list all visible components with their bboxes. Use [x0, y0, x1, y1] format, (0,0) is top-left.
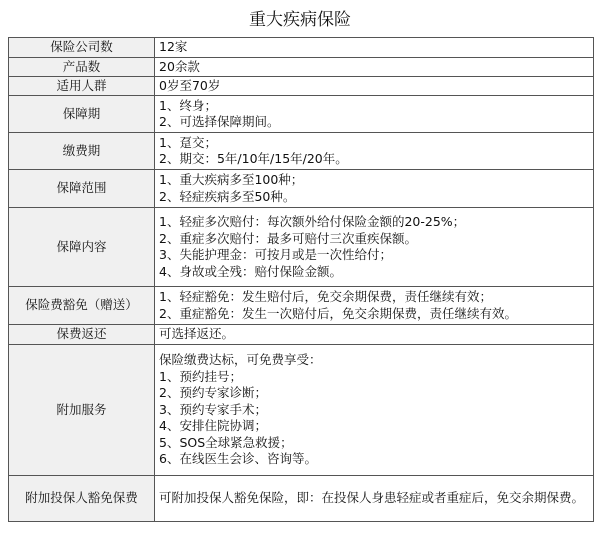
row-value	[155, 170, 594, 208]
row-label: 保障内容	[9, 208, 155, 287]
row-label: 缴费期	[9, 133, 155, 170]
value-line: 20余款	[159, 58, 200, 74]
row-value	[155, 133, 594, 170]
table-row	[9, 170, 594, 208]
value-line: 3、失能护理金：可按月或是一次性给付；	[159, 247, 392, 262]
value-line: 1、预约挂号；	[159, 368, 242, 384]
row-label: 产品数	[9, 58, 155, 77]
value-line: 3、预约专家手术；	[159, 401, 267, 417]
row-value	[155, 77, 594, 96]
row-value	[155, 208, 594, 287]
value-line: 1、重大疾病多至100种；	[159, 172, 304, 187]
value-line: 2、期交：5年/10年/15年/20年。	[159, 151, 348, 166]
row-value	[155, 96, 594, 133]
value-line: 1、轻症多次赔付：每次额外给付保险金额的20-25%；	[159, 214, 466, 229]
value-line: 2、轻症疾病多至50种。	[159, 188, 296, 204]
table-row	[9, 476, 594, 522]
row-value	[155, 476, 594, 522]
value-line: 1、终身；	[159, 97, 217, 113]
value-line: 2、预约专家诊断；	[159, 385, 267, 401]
row-label: 保费返还	[9, 325, 155, 345]
row-label: 适用人群	[9, 77, 155, 96]
row-label: 保险费豁免（赠送）	[9, 287, 155, 325]
table-row	[9, 208, 594, 287]
row-value	[155, 58, 594, 77]
value-line: 12家	[159, 39, 188, 55]
table-row	[9, 38, 594, 58]
table-row	[9, 133, 594, 170]
row-label: 附加服务	[9, 345, 155, 476]
table-row	[9, 96, 594, 133]
row-label: 附加投保人豁免保费	[9, 476, 155, 522]
value-line: 2、可选择保障期间。	[159, 114, 280, 129]
value-line: 保险缴费达标，可免费享受：	[159, 352, 322, 368]
value-line: 可选择返还。	[159, 326, 235, 342]
table-row	[9, 77, 594, 96]
value-line: 0岁至70岁	[159, 77, 221, 93]
row-value	[155, 325, 594, 345]
value-line: 5、SOS全球紧急救援；	[159, 434, 293, 450]
row-label: 保险公司数	[9, 38, 155, 58]
value-line: 2、重症豁免：发生一次赔付后，免交余期保费，责任继续有效。	[159, 305, 517, 321]
value-line: 1、趸交；	[159, 134, 217, 150]
page-title: 重大疾病保险	[249, 10, 351, 30]
table-row	[9, 287, 594, 325]
row-value	[155, 287, 594, 325]
value-line: 6、在线医生会诊、咨询等。	[159, 451, 317, 467]
table-row	[9, 325, 594, 345]
value-line: 2、重症多次赔付：最多可赔付三次重疾保额。	[159, 230, 417, 246]
row-value	[155, 38, 594, 58]
table-row	[9, 345, 594, 476]
value-line: 4、安排住院协调；	[159, 418, 267, 434]
row-value	[155, 345, 594, 476]
row-label: 保障范围	[9, 170, 155, 208]
value-line: 1、轻症豁免：发生赔付后，免交余期保费，责任继续有效；	[159, 289, 492, 304]
table-row	[9, 58, 594, 77]
row-label: 保障期	[9, 96, 155, 133]
value-line: 4、身故或全残：赔付保险金额。	[159, 263, 342, 279]
value-line: 可附加投保人豁免保险，即：在投保人身患轻症或者重症后，免交余期保费。	[159, 490, 585, 506]
insurance-info-table	[8, 37, 594, 522]
